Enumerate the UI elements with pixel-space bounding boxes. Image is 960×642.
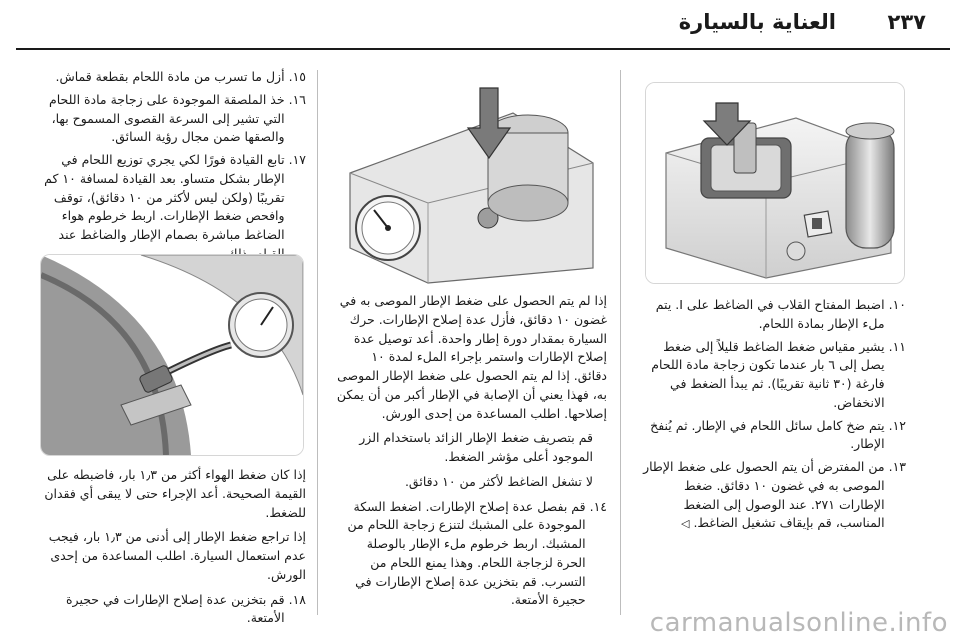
running-title: العناية بالسيارة bbox=[678, 10, 836, 34]
step-text: خذ الملصقة الموجودة على زجاجة مادة اللحام التي تشير إلى السرعة القصوى المسموح بها، والصقها ضمن مجال رؤية السائق. bbox=[49, 91, 285, 145]
step-text: يشير مقياس ضغط الضاغط قليلاً إلى ضغط يصل إلى ٦ بار عندما تكون زجاجة مادة اللحام فارغة (٣٠ ثانية تقريبًا). ثم يبدأ الضغط في الانخفاض. bbox=[651, 338, 885, 410]
step-number: ١٤. bbox=[589, 498, 607, 514]
column-separator bbox=[620, 70, 621, 615]
step-item bbox=[38, 591, 306, 629]
step-item bbox=[638, 458, 906, 533]
figure-compressor-switch bbox=[645, 82, 905, 284]
compressor-switch-illustration bbox=[646, 83, 904, 283]
step-number: ١٧. bbox=[288, 152, 306, 167]
column-right bbox=[638, 296, 906, 537]
watermark: carmanualsonline.info bbox=[649, 608, 948, 638]
warning-paragraph: لا تشغل الضاغط لأكثر من ١٠ دقائق. bbox=[404, 473, 593, 489]
step-number: ١٣. bbox=[888, 459, 906, 474]
step-text: اضبط المفتاح القلاب في الضاغط على I. يتم ملء الإطار بمادة اللحام. bbox=[655, 297, 885, 331]
instruction-paragraph: إذا كان ضغط الهواء أكثر من ١٫٣ بار، فاضبطه على القيمة الصحيحة. أعد الإجراء حتى لا يبقى أي فقدان للضغط. bbox=[44, 467, 306, 520]
hint-arrow-icon: ◁ bbox=[681, 517, 690, 531]
column-left-top bbox=[38, 68, 306, 268]
column-separator bbox=[317, 70, 318, 615]
step-item bbox=[638, 417, 906, 455]
step-text: قم بتخزين عدة إصلاح الإطارات في حجيرة الأمتعة. bbox=[66, 591, 285, 626]
step-number: ١١. bbox=[888, 338, 906, 354]
step-number: ١٢. bbox=[888, 417, 906, 433]
step-number: ١٨. bbox=[288, 591, 306, 607]
compressor-gauge-illustration bbox=[338, 78, 603, 288]
instruction-paragraph: قم بتصريف ضغط الإطار الزائد باستخدام الزر الموجود أعلى مؤشر الضغط. bbox=[359, 430, 593, 464]
column-left-bottom bbox=[38, 466, 306, 632]
step-number: ١٠. bbox=[888, 297, 906, 312]
column-middle bbox=[335, 292, 607, 614]
instruction-paragraph: إذا تراجع ضغط الإطار إلى أدنى من ١٫٣ بار، فيجب عدم استعمال السيارة. اطلب المساعدة من إحدى الورش. bbox=[48, 529, 306, 582]
step-text: يتم ضخ كامل سائل اللحام في الإطار. ثم يُنفخ الإطار. bbox=[650, 417, 885, 452]
page-number: ٢٣٧ bbox=[887, 10, 926, 34]
step-item bbox=[638, 338, 906, 413]
figure-tyre-valve bbox=[40, 254, 304, 456]
step-item bbox=[38, 91, 306, 147]
step-number: ١٥. bbox=[288, 69, 306, 84]
step-item bbox=[638, 296, 906, 334]
step-item bbox=[38, 68, 306, 87]
instruction-paragraph: إذا لم يتم الحصول على ضغط الإطار الموصى به في غضون ١٠ دقائق، فأزل عدة إصلاح الإطارات. حرك السيارة بمقدار دورة إطار واحدة. أعد توصيل عدة إصلاح الإطارات واستمر بإجراء الملء لمدة ١٠ دقائق. إذا لم يتم الحصول على ضغط الإطار الموصى به، فهذا يعني أن الإصابة في الإطار أكبر من أن يمكن إصلاحها. اطلب المساعدة من إحدى الورش. bbox=[336, 293, 607, 421]
tyre-valve-illustration bbox=[41, 255, 303, 455]
figure-compressor-gauge bbox=[338, 78, 603, 288]
step-text: من المفترض أن يتم الحصول على ضغط الإطار الموصى به في غضون ١٠ دقائق. ضغط الإطارات ٢٧١. عند الوصول إلى الضغط المناسب، قم بإيقاف تشغيل الضاغط. bbox=[643, 459, 885, 531]
step-text: أزل ما تسرب من مادة اللحام بقطعة قماش. bbox=[55, 69, 285, 84]
step-item bbox=[335, 498, 607, 611]
step-number: ١٦. bbox=[288, 91, 306, 107]
step-text: قم بفصل عدة إصلاح الإطارات. اضغط السكة الموجودة على المشبك لتنزع زجاجة اللحام من المشبك. اربط خرطوم ملء الإطار بالوصلة الحرة لزجاجة اللحام. وهذا يمنع اللحام من التسرب. قم بتخزين عدة إصلاح الإطارات في حجيرة الأمتعة. bbox=[347, 498, 586, 608]
step-item bbox=[38, 151, 306, 264]
page-header bbox=[30, 10, 926, 40]
header-rule bbox=[16, 48, 950, 50]
step-text: تابع القيادة فورًا لكي يجري توزيع اللحام في الإطار بشكل متساو. بعد القيادة لمسافة ١٠ كم تقريبًا (ولكن ليس لأكثر من ١٠ دقائق)، توقف وافحص ضغط الإطارات. اربط خرطوم هواء الضاغط مباشرة بصمام الإطار والضاغط عند bbox=[44, 152, 285, 242]
